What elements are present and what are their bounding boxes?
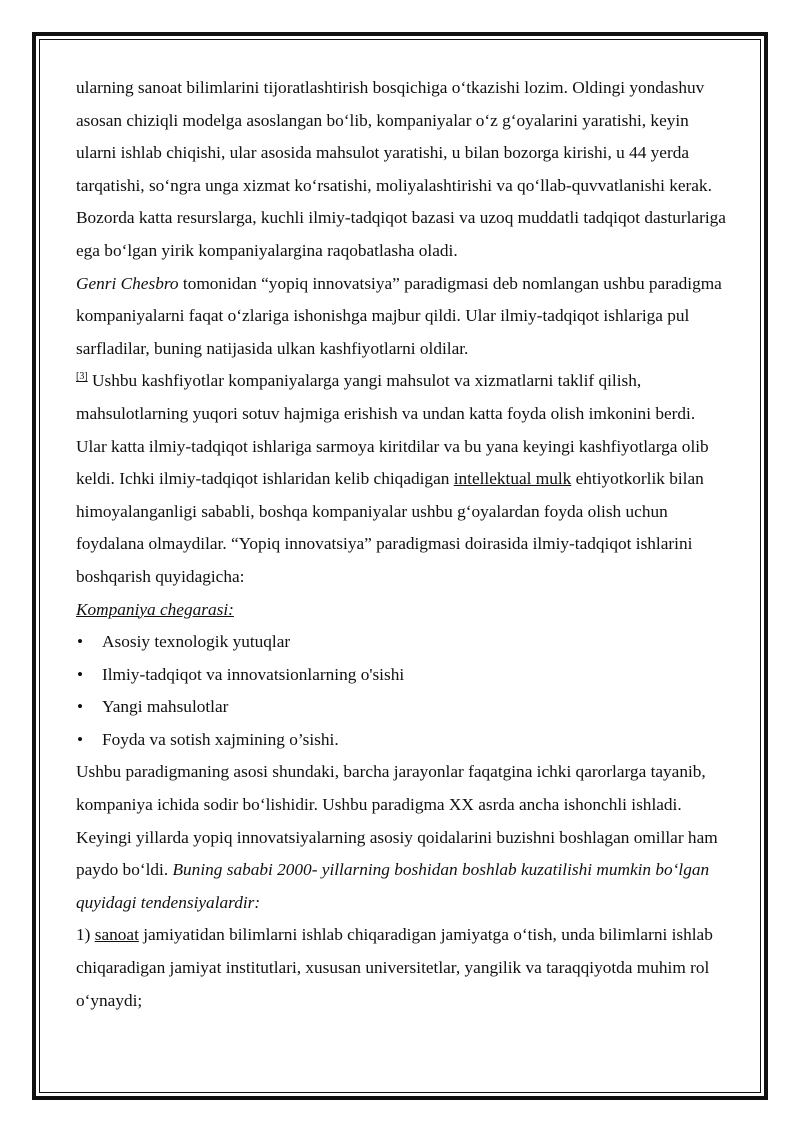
paragraph-5 <box>76 756 728 919</box>
list-item <box>76 724 728 757</box>
list-item-text: Asosiy texnologik yutuqlar <box>102 632 291 652</box>
sanoat-link[interactable]: sanoat <box>94 925 139 945</box>
paragraph-3-text: tomonidan “yopiq innovatsiya” paradigmasi deb nomlangan ushbu paradigma kompaniyalarni faqat o‘zlariga ishonishga majbur qildi. Ular ilmiy-tadqiqot ishlariga pul sarfladilar, buning natijasida ulkan kashfiyotlarni oldilar. <box>76 273 722 358</box>
paragraph-5-italic: Buning sababi 2000- yillarning boshidan boshlab kuzatilishi mumkin bo‘lgan quyidagi tendensiyalardir: <box>76 860 710 912</box>
list-item <box>76 626 728 659</box>
bullet-icon: • <box>77 697 84 717</box>
paragraph-6-text: jamiyatidan bilimlarni ishlab chiqaradigan jamiyatga o‘tish, unda bilimlarni ishlab chiqaradigan jamiyat institutlari, xususan universitetlar, yangilik va taraqqiyotda muhim rol o‘ynaydi; <box>76 925 713 1010</box>
list-item-text: Yangi mahsulotlar <box>102 697 229 717</box>
paragraph-2: Bozorda katta resurslarga, kuchli ilmiy-tadqiqot bazasi va uzoq muddatli tadqiqot dasturlariga ega bo‘lgan yirik kompaniyalargina raqobatlasha oladi. <box>76 208 726 260</box>
paragraph-6 <box>76 919 728 1017</box>
section-heading: Kompaniya chegarasi: <box>76 599 234 619</box>
paragraph-3 <box>76 268 728 366</box>
document-body <box>76 72 728 1017</box>
list-item <box>76 691 728 724</box>
bullet-icon: • <box>77 632 84 652</box>
list-item-text: Foyda va sotish xajmining o’sishi. <box>102 729 339 749</box>
bullet-icon: • <box>77 664 84 684</box>
paragraph-4-text-1: Ushbu kashfiyotlar kompaniyalarga yangi mahsulot va xizmatlarni taklif qilish, mahsulotlarning yuqori sotuv hajmiga erishish va undan katta foyda olish imkonini berdi. Ular katta ilmiy-tadqiqot ishlariga sarmoya kiritdilar va bu yana keyingi kashfiyotlarga olib keldi. Ichki ilmiy-tadqiqot ishlaridan kelib chiqadigan <box>76 371 709 489</box>
paragraph-4 <box>76 365 728 593</box>
intellektual-mulk-link[interactable]: intellektual mulk <box>453 469 572 489</box>
paragraph-4-text-2: ehtiyotkorlik bilan himoyalanganligi sababli, boshqa kompaniyalar ushbu g‘oyalardan foyda olish uchun foydalana olmaydilar. “Yopiq innovatsiya” paradigmasi doirasida ilmiy-tadqiqot ishlarini boshqarish quyidagicha: <box>76 469 704 586</box>
footnote-reference-link[interactable]: [3] <box>76 371 88 383</box>
paragraph-1: ularning sanoat bilimlarini tijoratlashtirish bosqichiga o‘tkazishi lozim. Oldingi yondashuv asosan chiziqli modelga asoslangan bo‘lib, kompaniyalar o‘z g‘oyalarini yaratishi, keyin ularni ishlab chiqishi, ular asosida mahsulot yaratishi, u bilan bozorga kirishi, u 44 yerda tarqatishi, so‘ngra unga xizmat ko‘rsatishi, moliyalashtirishi va qo‘llab-quvvatlanishi kerak. <box>76 78 712 195</box>
bullet-list <box>76 626 728 756</box>
paragraph-5-text: Ushbu paradigmaning asosi shundaki, barcha jarayonlar faqatgina ichki qarorlarga tayanib, kompaniya ichida sodir bo‘lishidir. Ushbu paradigma XX asrda ancha ishonchli ishladi. Keyingi yillarda yopiq innovatsiyalarning asosiy qoidalarini buzishni boshlagan omillar ham paydo bo‘ldi. <box>76 762 718 880</box>
list-number: 1) <box>76 925 95 945</box>
list-item-text: Ilmiy-tadqiqot va innovatsionlarning o'sishi <box>102 664 405 684</box>
author-name: Genri Chesbro <box>76 273 179 293</box>
bullet-icon: • <box>77 729 84 749</box>
list-item <box>76 659 728 692</box>
